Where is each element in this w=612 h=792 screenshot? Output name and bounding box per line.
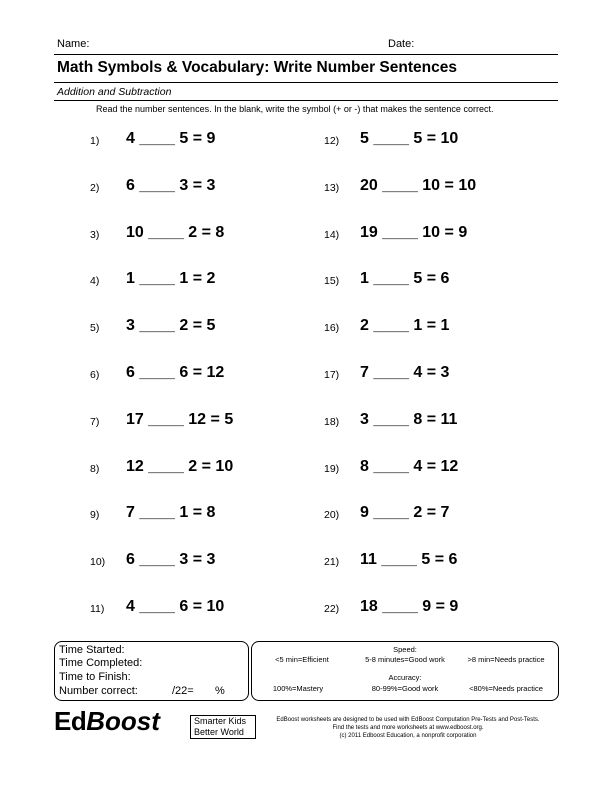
- problem-sentence[interactable]: 20 ____ 10 = 10: [360, 176, 477, 194]
- problem-number: 10): [90, 556, 106, 569]
- logo-ed-text: Ed: [54, 706, 87, 736]
- problem-number: 20): [324, 509, 340, 522]
- problem-sentence[interactable]: 1 ____ 5 = 6: [360, 270, 450, 288]
- accuracy-good: 80-99%=Good work: [371, 684, 439, 693]
- problem-number: 21): [324, 556, 340, 569]
- problem-number: 12): [324, 135, 340, 147]
- speed-practice: >8 min=Needs practice: [467, 655, 545, 664]
- problem-sentence[interactable]: 5 ____ 5 = 10: [360, 130, 459, 147]
- problem-number: 14): [324, 228, 340, 241]
- problem-sentence[interactable]: 9 ____ 2 = 7: [360, 504, 450, 522]
- problem-number: 1): [90, 135, 100, 147]
- problem-number: 15): [324, 275, 340, 288]
- problem-number: 6): [90, 369, 100, 381]
- problem-sentence[interactable]: 11 ____ 5 = 6: [360, 551, 458, 569]
- footer-note-3: (c) 2011 Edboost Education, a nonprofit corporation: [339, 733, 477, 739]
- problem-number: 18): [324, 415, 340, 428]
- problem-number: 22): [324, 603, 340, 615]
- number-correct-label: Number correct:: [59, 685, 138, 697]
- problem-number: 16): [324, 322, 340, 335]
- time-completed-label: Time Completed:: [59, 657, 143, 669]
- footer-note: [258, 716, 558, 740]
- tagline-smarter-kids: Smarter Kids: [194, 716, 247, 726]
- speed-label: Speed:: [393, 645, 417, 654]
- time-started-label: Time Started:: [59, 644, 125, 656]
- edboost-logo: [54, 706, 160, 740]
- problem-sentence[interactable]: 6 ____ 3 = 3: [126, 551, 216, 569]
- problem-sentence[interactable]: 12 ____ 2 = 10: [126, 457, 234, 475]
- speed-good: 5-8 minutes=Good work: [365, 655, 445, 664]
- problem-sentence[interactable]: 6 ____ 6 = 12: [126, 364, 225, 381]
- problem-number: 13): [324, 181, 340, 194]
- total-label: /22=: [172, 685, 194, 697]
- accuracy-label: Accuracy:: [388, 673, 422, 682]
- problem-number: 7): [90, 415, 100, 428]
- problem-number: 19): [324, 462, 340, 475]
- problem-sentence[interactable]: 3 ____ 8 = 11: [360, 410, 458, 428]
- logo-tagline: [190, 715, 256, 739]
- timing-box: [54, 641, 249, 701]
- problem-sentence[interactable]: 7 ____ 1 = 8: [126, 504, 216, 522]
- problem-sentence[interactable]: 1 ____ 1 = 2: [126, 270, 216, 288]
- problem-number: 17): [324, 369, 340, 381]
- problem-number: 5): [90, 322, 100, 335]
- accuracy-practice: <80%=Needs practice: [469, 684, 543, 693]
- problem-number: 11): [90, 603, 105, 615]
- problem-number: 3): [90, 228, 100, 241]
- footer-note-2: Find the tests and more worksheets at www.edboost.org.: [332, 725, 484, 731]
- problem-number: 2): [90, 181, 100, 194]
- problem-sentence[interactable]: 3 ____ 2 = 5: [126, 317, 216, 335]
- subtitle-divider: [54, 100, 558, 101]
- speed-efficient: <5 min=Efficient: [275, 655, 329, 664]
- problem-sentence[interactable]: 10 ____ 2 = 8: [126, 223, 225, 241]
- problem-sentence[interactable]: 6 ____ 3 = 3: [126, 176, 216, 194]
- name-line[interactable]: [54, 54, 558, 55]
- date-label: Date:: [388, 38, 415, 50]
- problem-sentence[interactable]: 8 ____ 4 = 12: [360, 457, 459, 475]
- problem-number: 8): [90, 462, 100, 475]
- title-divider: [54, 82, 558, 83]
- problem-sentence[interactable]: 2 ____ 1 = 1: [360, 317, 450, 335]
- logo-boost-text: Boost: [86, 706, 160, 736]
- footer-note-1: EdBoost worksheets are designed to be used with EdBoost Computation Pre-Tests and Post-Tests.: [276, 717, 540, 723]
- problem-sentence[interactable]: 17 ____ 12 = 5: [126, 410, 234, 428]
- problem-number: 9): [90, 509, 100, 522]
- accuracy-mastery: 100%=Mastery: [272, 684, 324, 693]
- problem-number: 4): [90, 275, 100, 288]
- subtitle: Addition and Subtraction: [57, 86, 172, 98]
- problem-sentence[interactable]: 4 ____ 6 = 10: [126, 598, 225, 615]
- instructions: Read the number sentences. In the blank, write the symbol (+ or -) that makes the sentence correct.: [96, 104, 494, 114]
- problem-sentence[interactable]: 7 ____ 4 = 3: [360, 364, 450, 381]
- name-label: Name:: [57, 38, 90, 50]
- problem-sentence[interactable]: 19 ____ 10 = 9: [360, 223, 468, 241]
- scoring-box: [251, 641, 559, 701]
- problem-sentence[interactable]: 18 ____ 9 = 9: [360, 598, 459, 615]
- time-to-finish-label: Time to Finish:: [59, 671, 131, 683]
- page-title: Math Symbols & Vocabulary: Write Number Sentences: [57, 59, 457, 76]
- percent-label: %: [215, 685, 225, 697]
- tagline-better-world: Better World: [194, 727, 244, 737]
- problem-sentence[interactable]: 4 ____ 5 = 9: [126, 130, 216, 147]
